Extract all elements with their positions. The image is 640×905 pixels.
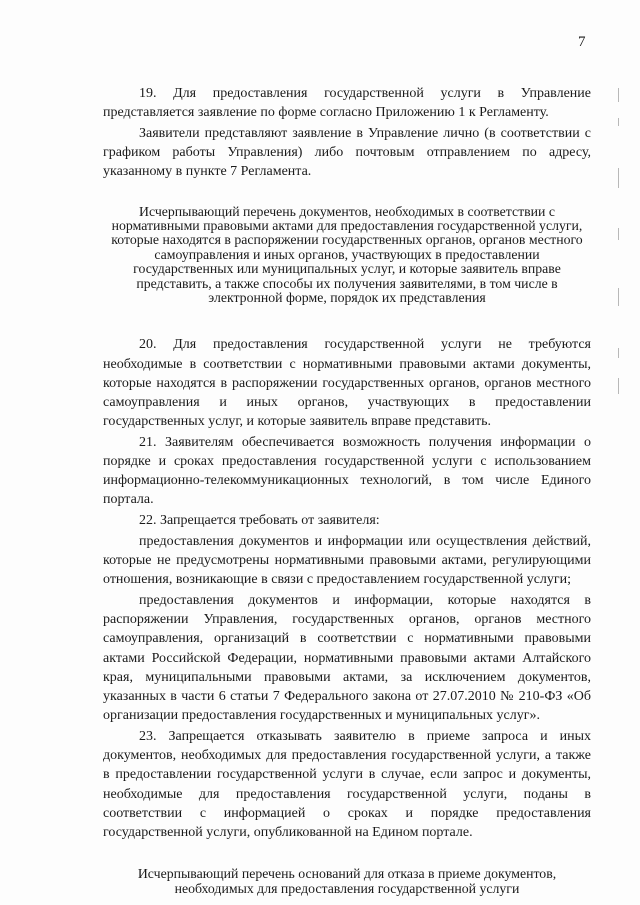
- paragraph-20: 20. Для предоставления государственной услуги не требуются необходимые в соответствии с нормативными правовыми актами документы, которые находятся в распоряжении государственных органов, органов местного самоуправления и иных органов, участвующих в предоставлении государственных услуг, и которые заявитель вправе представить.: [103, 337, 591, 430]
- paragraph-23: 23. Запрещается отказывать заявителю в приеме запроса и иных документов, необходимых для предоставления государственной услуги, а также в предоставлении государственной услуги в случае, если запрос и документы, необходимые для предоставления государственной услуги, поданы в соответствии с информацией о сроках и порядке предоставления государственной услуги, опубликованной на Едином портале.: [103, 728, 591, 840]
- section-heading-refusal-grounds: Исчерпывающий перечень оснований для отказа в приеме документов, необходимых для предоставления государственной услуги: [137, 866, 557, 896]
- paragraph-19: 19. Для предоставления государственной услуги в Управление представляется заявление по форме согласно Приложению 1 к Регламенту.: [103, 86, 591, 121]
- page-number: 7: [578, 34, 586, 50]
- paragraph-21: 21. Заявителям обеспечивается возможность получения информации о порядке и сроках предоставления государственной услуги с использованием информационно-телекоммуникационных технологий, в том числе Единого портала.: [103, 434, 591, 508]
- paragraph-applicants-submit: Заявители представляют заявление в Управление лично (в соответствии с графиком работы Управления) либо почтовым отправлением по адресу, указанному в пункте 7 Регламента.: [103, 125, 591, 180]
- document-body: [103, 84, 591, 896]
- paragraph-22-item-2: предоставления документов и информации, которые находятся в распоряжении Управления, государственных органов, органов местного самоуправления, организаций в соответствии с нормативными правовыми актами Российской Федерации, нормативными правовыми актами Алтайского края, муниципальными правовыми актами, за исключением документов, указанных в части 6 статьи 7 Федерального закона от 27.07.2010 № 210-ФЗ «Об организации предоставления государственных и муниципальных услуг».: [103, 593, 591, 724]
- paragraph-22-item-1: предоставления документов и информации или осуществления действий, которые не предусмотрены нормативными правовыми актами, регулирующими отношения, возникающие в связи с предоставлением государственной услуги;: [103, 533, 591, 588]
- paragraph-22: 22. Запрещается требовать от заявителя:: [139, 513, 380, 529]
- scan-edge-marks: [618, 78, 621, 398]
- section-heading-documents-list: Исчерпывающий перечень документов, необходимых в соответствии с нормативными правовыми актами для предоставления государственной услуги, которые находятся в распоряжении государственных органов, органов местного самоуправления и иных органов, участвующих в предоставлении государственных или муниципальных услуг, и которые заявитель вправе представить, а также способы их получения заявителями, в том числе в электронной форме, порядок их представления: [111, 203, 583, 305]
